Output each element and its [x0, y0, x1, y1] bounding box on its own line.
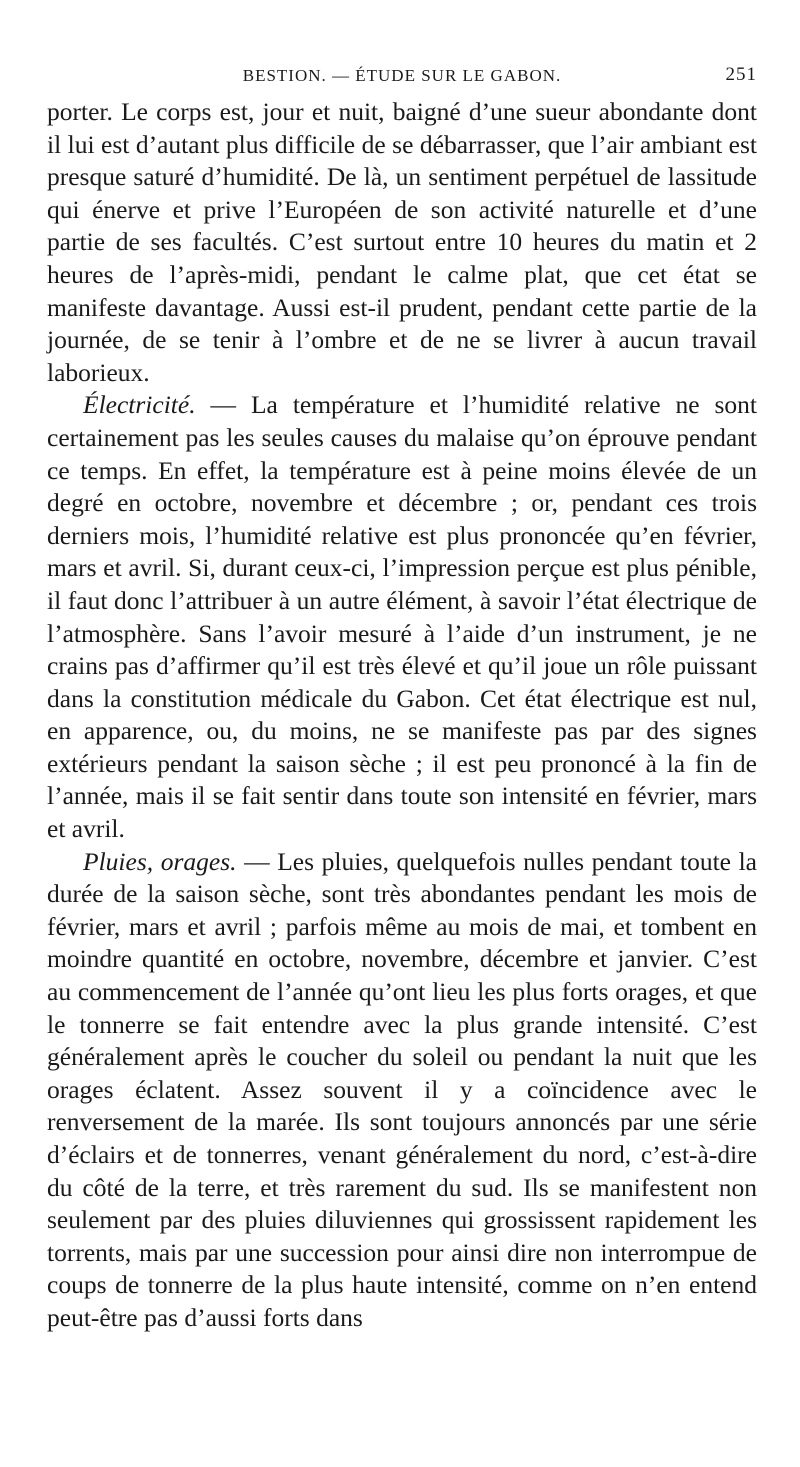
section-title: Pluies, orages. — [83, 846, 237, 876]
running-header — [47, 62, 757, 96]
paragraph — [47, 96, 757, 389]
page-number: 251 — [725, 64, 757, 85]
section-title: Électricité. — [83, 390, 196, 420]
paragraph — [47, 389, 757, 845]
paragraph-text: — Les pluies, quelquefois nulles pendant toute la durée de la saison sèche, sont très abondantes pendant les mois de février, mars et avril ; parfois même au mois de mai, et tombent en moindre quantité en octobre, novembre, décembre et janvier. C’est au commencement de l’année qu’ont lieu les plus forts orages, et que le tonnerre se fait entendre avec la plus grande intensité. C’est généralement après le coucher du soleil ou pendant la nuit que les orages éclatent. Assez souvent il y a coïncidence avec le renversement de la marée. Ils sont toujours annoncés par une série d’éclairs et de tonnerres, venant généralement du nord, c’est-à-dire du côté de la terre, et très rarement du sud. Ils se manifestent non seulement par des pluies diluviennes qui grossissent rapidement les torrents, mais par une succession pour ainsi dire non interrompue de coups de tonnerre de la plus haute intensité, comme on n’en entend peut-être pas d’aussi forts dans — [47, 846, 757, 1332]
paragraph-text: — La température et l’humidité relative ne sont certainement pas les seules causes du malaise qu’on éprouve pendant ce temps. En effet, la température est à peine moins élevée de un degré en octobre, novembre et décembre ; or, pendant ces trois derniers mois, l’humidité relative est plus prononcée qu’en février, mars et avril. Si, durant ceux-ci, l’impression perçue est plus pénible, il faut donc l’attribuer à un autre élément, à savoir l’état électrique de l’atmosphère. Sans l’avoir mesuré à l’aide d’un instrument, je ne crains pas d’affirmer qu’il est très élevé et qu’il joue un rôle puissant dans la constitution médicale du Gabon. Cet état électrique est nul, en apparence, ou, du moins, ne se manifeste pas par des signes extérieurs pendant la saison sèche ; il est peu prononcé à la fin de l’année, mais il se fait sentir dans toute son intensité en février, mars et avril. — [47, 390, 757, 844]
body-text — [47, 96, 757, 1335]
paragraph-text: porter. Le corps est, jour et nuit, baigné d’une sueur abondante dont il lui est d’autant plus difficile de se débarrasser, que l’air ambiant est presque saturé d’humidité. De là, un sentiment perpétuel de lassitude qui énerve et prive l’Européen de son activité naturelle et d’une partie de ses facultés. C’est surtout entre 10 heures du matin et 2 heures de l’après-midi, pendant le calme plat, que cet état se manifeste davantage. Aussi est-il prudent, pendant cette partie de la journée, de se tenir à l’ombre et de ne se livrer à aucun travail laborieux. — [47, 97, 757, 387]
document-page — [47, 62, 757, 1335]
paragraph — [47, 846, 757, 1335]
running-title: BESTION. — ÉTUDE SUR LE GABON. — [242, 66, 562, 85]
